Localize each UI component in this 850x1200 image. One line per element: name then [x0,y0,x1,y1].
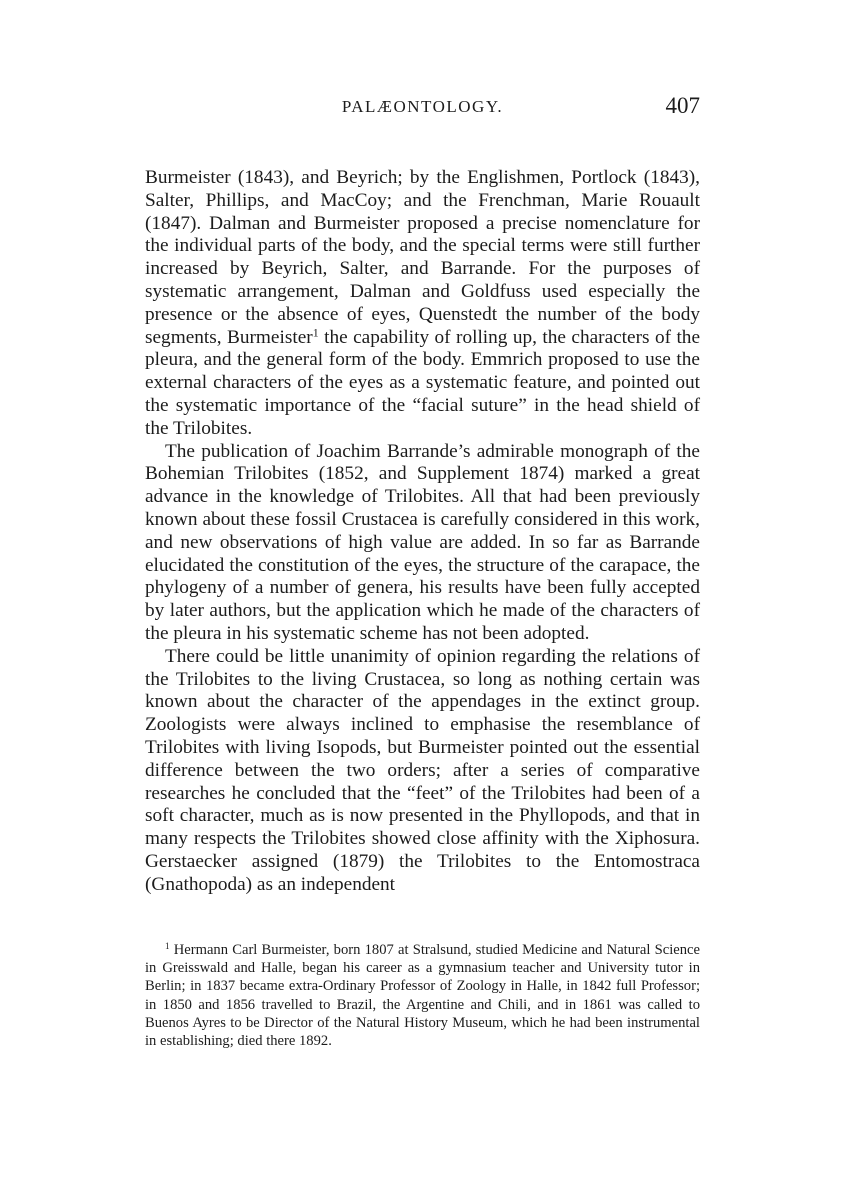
paragraph-text: the capability of rolling up, the characters of the pleura, and the general form of the body. Emmrich proposed to use the external characters of the eyes as a systematic feature, and pointed out the systematic importance of the “facial suture” in the head shield of the Trilobites. [145,326,700,439]
footnote [145,941,700,1050]
footnote-marker: 1 [165,941,170,952]
running-title: PALÆONTOLOGY. [341,97,504,116]
footnote-reference: 1 [312,325,319,339]
footnote-paragraph [145,941,700,1050]
paragraph-continued [145,167,700,441]
paragraph: The publication of Joachim Barrande’s admirable monograph of the Bohemian Trilobites (1852, and Supplement 1874) marked a great advance in the knowledge of Trilobites. All that had been previously known about these fossil Crustacea is carefully considered in this work, and new observations of high value are added. In so far as Barrande elucidated the constitution of the eyes, the structure of the carapace, the phylogeny of a number of genera, his results have been fully accepted by later authors, but the application which he made of the characters of the pleura in his systematic scheme has not been adopted. [145,440,700,644]
page-number: 407 [665,93,700,118]
page-header [145,93,700,123]
paragraph: There could be little unanimity of opinion regarding the relations of the Trilobites to the living Crustacea, so long as nothing certain was known about the character of the appendages in the extinct group. Zoologists were always inclined to emphasise the resemblance of Trilobites with living Isopods, but Burmeister pointed out the essential difference between the two orders; after a series of comparative researches he concluded that the “feet” of the Trilobites had been of a soft character, much as is now presented in the Phyllopods, and that in many respects the Trilobites showed close affinity with the Xiphosura. Gerstaecker assigned (1879) the Trilobites to the Entomostraca (Gnathopoda) as an independent [145,645,700,895]
paragraph-text: Burmeister (1843), and Beyrich; by the Englishmen, Portlock (1843), Salter, Phillips, and MacCoy; and the Frenchman, Marie Rouault (1847). Dalman and Burmeister proposed a precise nomenclature for the individual parts of the body, and the special terms were still further increased by Beyrich, Salter, and Barrande. For the purposes of systematic arrangement, Dalman and Goldfuss used especially the presence or the absence of eyes, Quenstedt the number of the body segments, Burmeister [145,167,700,348]
footnote-text: Hermann Carl Burmeister, born 1807 at Stralsund, studied Medicine and Natural Science in Greisswald and Halle, began his career as a gymnasium teacher and University tutor in Berlin; in 1837 became extra-Ordinary Professor of Zoology in Halle, in 1842 full Professor; in 1850 and 1856 travelled to Brazil, the Argentine and Chili, and in 1861 was called to Buenos Ayres to be Director of the Natural History Museum, which he had been instrumental in establishing; died there 1892. [145,942,700,1050]
body-text [145,167,700,897]
